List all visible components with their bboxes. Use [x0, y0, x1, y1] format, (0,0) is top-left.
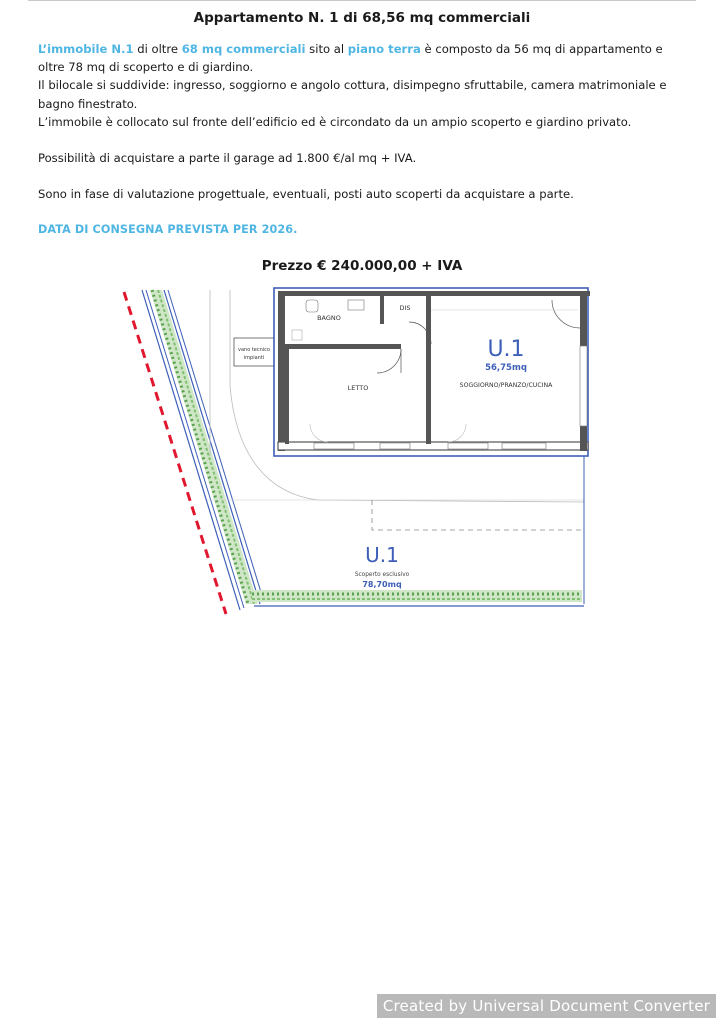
parking-note: Sono in fase di valutazione progettuale, eventuali, posti auto scoperti da acquistare a parte.	[38, 187, 574, 202]
bedroom-label: LETTO	[347, 384, 369, 392]
description	[38, 40, 688, 240]
unit-name: L’immobile N.1	[38, 42, 134, 56]
garden-label: Scoperto esclusivo	[354, 572, 410, 578]
technical-room-label-1: vano tecnico	[238, 347, 270, 353]
hedge-bottom	[252, 590, 582, 602]
price: Prezzo € 240.000,00 + IVA	[261, 258, 463, 274]
delivery-date: DATA DI CONSEGNA PREVISTA PER 2026.	[38, 223, 298, 237]
technical-room-label-2: impianti	[243, 355, 265, 361]
garden-unit-code: U.1	[365, 543, 399, 567]
floor-plan	[118, 286, 592, 618]
garden-area: 78,70mq	[362, 580, 402, 589]
page-title: Appartamento N. 1 di 68,56 mq commerciali	[193, 10, 531, 26]
garage-note: Possibilità di acquistare a parte il garage ad 1.800 €/al mq + IVA.	[38, 151, 417, 166]
watermark: Created by Universal Document Converter	[377, 994, 716, 1018]
description-paragraph-3: L’immobile è collocato sul fronte dell’edificio ed è circondato da un ampio scoperto e giardino privato.	[38, 114, 632, 129]
dis-label: DIS	[399, 304, 411, 312]
commercial-area: 68 mq commerciali	[181, 42, 306, 56]
living-label: SOGGIORNO/PRANZO/CUCINA	[459, 382, 553, 389]
floor-level: piano terra	[347, 42, 421, 56]
description-paragraph-2: Il bilocale si suddivide: ingresso, soggiorno e angolo cottura, disimpegno sfruttabile, camera matrimoniale e bagno finestrato.	[38, 78, 667, 111]
unit-code: U.1	[487, 337, 525, 362]
bath-label: BAGNO	[317, 314, 341, 322]
unit-area: 56,75mq	[485, 363, 527, 373]
top-rule	[28, 0, 696, 1]
description-paragraph-1: L’immobile N.1 di oltre 68 mq commerciali sito al piano terra è composto da 56 mq di appartamento e oltre 78 mq di scoperto e di giardino.	[38, 42, 663, 75]
